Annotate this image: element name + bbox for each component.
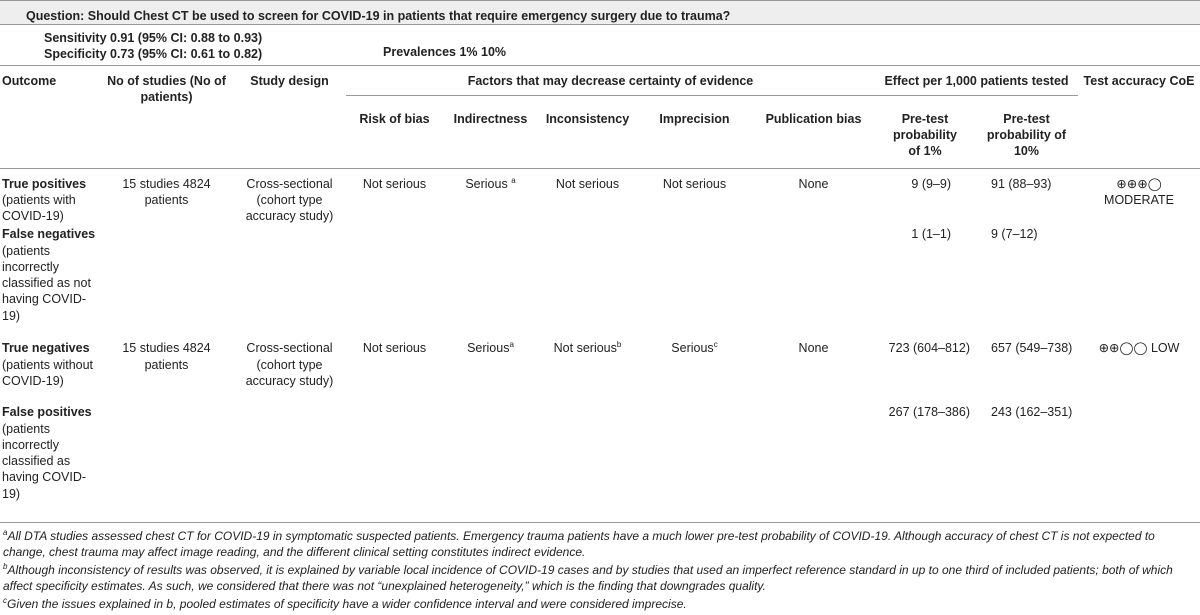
header-pre-test-1: Pre-test probability of 1% xyxy=(893,111,957,158)
pre-test-1-cell: 9 (9–9) xyxy=(911,176,951,191)
pre-test-10-cell: 657 (549–738) xyxy=(991,341,1073,356)
footnotes xyxy=(0,522,1200,615)
prevalences-text: Prevalences 1% 10% xyxy=(383,45,507,59)
footnote-mark: b xyxy=(616,340,622,350)
design-cell: Cross-sectional (cohort type accuracy study) xyxy=(245,341,334,388)
outcome-name: False positives xyxy=(2,405,92,420)
footnote-text: All DTA studies assessed chest CT for COVID-19 in symptomatic suspected patients. Emergency trauma patients have a much lower pre-test probability of COVID-19. Although accuracy of chest CT is not expected to change, chest trauma may affect image reading, and the different clinical setting constitutes indirect evidence. xyxy=(3,529,1155,559)
indirectness-cell: Serious xyxy=(467,341,510,356)
outcome-description: (patients incorrectly classified as having COVID-19) xyxy=(2,421,87,501)
risk-of-bias-cell: Not serious xyxy=(362,176,427,191)
pre-test-10-cell: 9 (7–12) xyxy=(991,227,1038,242)
footnote-mark: a xyxy=(3,528,8,537)
footnote-text: Although inconsistency of results was observed, it is explained by variable local incidence of COVID-19 cases and by studies that used an imperfect reference standard in up to one third of included patients; both of which affect specificity estimates. As such, we considered that there was not “unexplained heterogeneity,” which is the finding that downgrades quality. xyxy=(3,563,1173,593)
outcome-description: (patients incorrectly classified as not having COVID-19) xyxy=(2,243,91,323)
pre-test-1-cell: 1 (1–1) xyxy=(911,227,951,242)
header-indirectness: Indirectness xyxy=(453,111,528,126)
outcome-name: True positives xyxy=(2,176,87,191)
imprecision-cell: Serious xyxy=(671,341,714,356)
coe-rating: ⊕⊕⊕◯ MODERATE xyxy=(1104,176,1174,207)
imprecision-cell: Not serious xyxy=(662,176,727,191)
header-risk-of-bias: Risk of bias xyxy=(359,111,430,126)
header-publication-bias: Publication bias xyxy=(765,111,862,126)
pre-test-10-cell: 243 (162–351) xyxy=(991,405,1073,420)
table-row xyxy=(0,338,1200,402)
publication-bias-cell: None xyxy=(798,176,829,191)
studies-cell: 15 studies 4824 patients xyxy=(122,341,211,372)
header-outcome: Outcome xyxy=(2,74,57,88)
pre-test-1-cell: 723 (604–812) xyxy=(888,341,970,356)
footnote-mark: b xyxy=(3,562,8,572)
header-design: Study design xyxy=(250,74,329,88)
header-factors: Factors that may decrease certainty of evidence xyxy=(346,65,875,95)
table-row xyxy=(0,402,1200,512)
inconsistency-cell: Not serious xyxy=(555,176,620,191)
footnote-c xyxy=(3,596,1197,613)
header-inconsistency: Inconsistency xyxy=(545,111,630,126)
coe-rating: ⊕⊕◯◯ LOW xyxy=(1098,341,1180,356)
footnote-text: Given the issues explained in b, pooled estimates of specificity have a wider confidence interval and were considered imprecise. xyxy=(7,597,687,612)
header-studies: No of studies (No of patients) xyxy=(107,74,226,105)
footnote-mark: c xyxy=(713,340,718,350)
header-effect: Effect per 1,000 patients tested xyxy=(875,65,1078,95)
sensitivity-text: Sensitivity 0.91 (95% CI: 0.88 to 0.93) xyxy=(44,31,263,45)
header-coe: Test accuracy CoE xyxy=(1083,74,1195,88)
question-title: Question: Should Chest CT be used to screen for COVID-19 in patients that require emergency surgery due to trauma? xyxy=(0,0,1200,25)
footnote-mark: c xyxy=(3,596,7,606)
indirectness-cell: Serious xyxy=(465,176,508,191)
pre-test-1-cell: 267 (178–386) xyxy=(888,405,970,420)
footnote-b xyxy=(3,562,1197,594)
outcome-description: (patients without COVID-19) xyxy=(2,357,94,388)
outcome-name: True negatives xyxy=(2,341,90,356)
publication-bias-cell: None xyxy=(798,341,829,356)
risk-of-bias-cell: Not serious xyxy=(362,341,427,356)
header-imprecision: Imprecision xyxy=(659,111,730,126)
table-row xyxy=(0,224,1200,338)
specificity-text: Specificity 0.73 (95% CI: 0.61 to 0.82) xyxy=(44,47,263,61)
design-cell: Cross-sectional (cohort type accuracy study) xyxy=(245,176,334,223)
footnote-mark: a xyxy=(511,175,516,185)
outcome-name: False negatives xyxy=(2,227,96,242)
outcome-description: (patients with COVID-19) xyxy=(2,192,76,223)
header-pre-test-10: Pre-test probability of 10% xyxy=(986,111,1067,158)
pre-test-10-cell: 91 (88–93) xyxy=(991,176,1052,191)
table-row xyxy=(0,168,1200,224)
inconsistency-cell: Not serious xyxy=(553,341,617,356)
footnote-mark: a xyxy=(509,340,514,350)
accuracy-summary xyxy=(0,25,1200,65)
studies-cell: 15 studies 4824 patients xyxy=(122,176,211,207)
footnote-a xyxy=(3,528,1197,560)
evidence-table xyxy=(0,65,1200,512)
